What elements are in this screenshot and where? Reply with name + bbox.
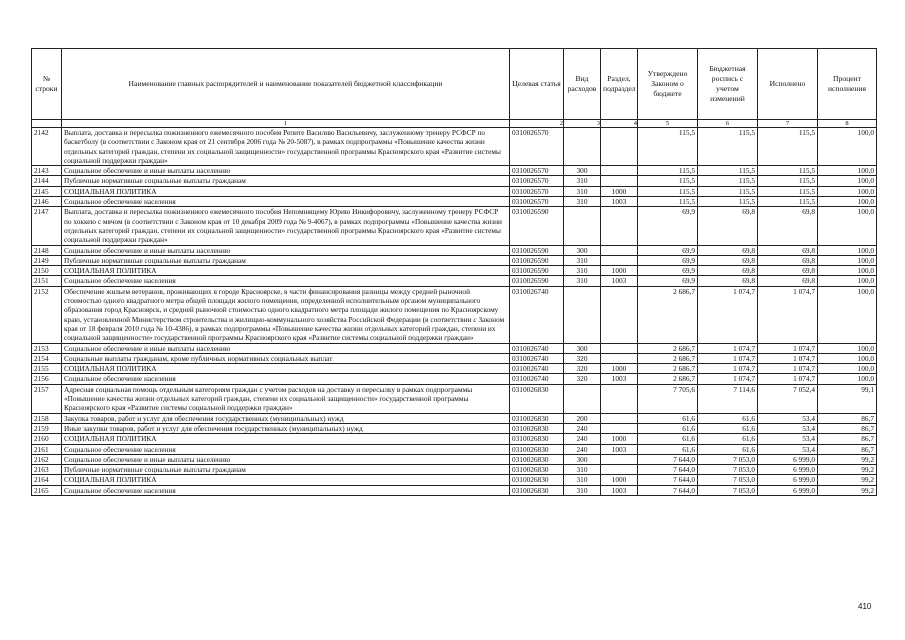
row-name-cell: Социальное обеспечение населения: [62, 444, 510, 454]
target-article-cell: 0310026590: [510, 245, 564, 255]
budget-list-cell: 7 053,0: [698, 454, 758, 464]
col-number: 3: [564, 120, 601, 128]
approved-cell: 61,6: [638, 434, 698, 444]
executed-cell: 69,8: [758, 245, 818, 255]
row-number-cell: 2150: [32, 266, 62, 276]
row-number-cell: 2163: [32, 465, 62, 475]
section-cell: 1003: [601, 374, 638, 384]
approved-cell: 115,5: [638, 128, 698, 166]
table-row: [32, 485, 877, 495]
row-number-cell: 2165: [32, 485, 62, 495]
approved-cell: 61,6: [638, 413, 698, 423]
section-cell: [601, 255, 638, 265]
target-article-cell: 0310026830: [510, 485, 564, 495]
row-name-cell: Выплата, доставка и пересылка пожизненного ежемесячного пособия Непомнящему Юрию Никифоровичу, заслуженному тренеру РСФСР по хоккею с мячом (в соответствии с Законом края от 10 декабря 2009 года № 9-4067), в рамках подпрограммы «Повышение качества жизни отдельных категорий граждан, степени их социальной защищенности» государственной программы Красноярского края «Развитие системы социальной поддержки граждан»: [62, 207, 510, 245]
percent-cell: 86,7: [818, 413, 877, 423]
row-number-cell: 2164: [32, 475, 62, 485]
target-article-cell: 0310026830: [510, 454, 564, 464]
table-row: [32, 475, 877, 485]
budget-list-cell: 69,8: [698, 276, 758, 286]
percent-cell: 100,0: [818, 207, 877, 245]
approved-cell: 61,6: [638, 444, 698, 454]
expense-type-cell: 310: [564, 276, 601, 286]
row-name-cell: СОЦИАЛЬНАЯ ПОЛИТИКА: [62, 266, 510, 276]
approved-cell: 115,5: [638, 166, 698, 176]
table-row: [32, 444, 877, 454]
budget-list-cell: 69,8: [698, 207, 758, 245]
target-article-cell: 0310026570: [510, 176, 564, 186]
row-number-cell: 2143: [32, 166, 62, 176]
target-article-cell: 0310026830: [510, 475, 564, 485]
section-cell: [601, 128, 638, 166]
table-row: [32, 186, 877, 196]
section-cell: [601, 343, 638, 353]
percent-cell: 86,7: [818, 423, 877, 433]
executed-cell: 1 074,7: [758, 374, 818, 384]
percent-cell: 100,0: [818, 266, 877, 276]
row-name-cell: Публичные нормативные социальные выплаты гражданам: [62, 176, 510, 186]
budget-list-cell: 1 074,7: [698, 374, 758, 384]
section-cell: 1003: [601, 197, 638, 207]
budget-table: [31, 48, 877, 496]
table-row: [32, 434, 877, 444]
approved-cell: 69,9: [638, 276, 698, 286]
col-number: 1: [62, 120, 510, 128]
section-cell: [601, 384, 638, 413]
target-article-cell: 0310026740: [510, 353, 564, 363]
expense-type-cell: 300: [564, 454, 601, 464]
percent-cell: 99,2: [818, 475, 877, 485]
page-number: 410: [858, 602, 872, 611]
col-header-name: Наименование главных распорядителей и наименование показателей бюджетной классификации: [62, 49, 510, 120]
percent-cell: 99,1: [818, 384, 877, 413]
executed-cell: 6 999,0: [758, 454, 818, 464]
executed-cell: 6 999,0: [758, 475, 818, 485]
col-header-row-number: № строки: [32, 49, 62, 120]
budget-list-cell: 1 074,7: [698, 286, 758, 343]
target-article-cell: 0310026830: [510, 423, 564, 433]
row-number-cell: 2153: [32, 343, 62, 353]
executed-cell: 6 999,0: [758, 485, 818, 495]
budget-list-cell: 115,5: [698, 128, 758, 166]
section-cell: [601, 166, 638, 176]
expense-type-cell: 310: [564, 186, 601, 196]
percent-cell: 100,0: [818, 374, 877, 384]
percent-cell: 100,0: [818, 255, 877, 265]
row-name-cell: СОЦИАЛЬНАЯ ПОЛИТИКА: [62, 475, 510, 485]
target-article-cell: 0310026740: [510, 343, 564, 353]
row-number-cell: 2157: [32, 384, 62, 413]
expense-type-cell: 310: [564, 255, 601, 265]
expense-type-cell: 320: [564, 364, 601, 374]
approved-cell: 2 686,7: [638, 374, 698, 384]
table-row: [32, 266, 877, 276]
budget-list-cell: 7 053,0: [698, 485, 758, 495]
section-cell: 1000: [601, 364, 638, 374]
percent-cell: 100,0: [818, 245, 877, 255]
expense-type-cell: 310: [564, 475, 601, 485]
row-number-cell: 2155: [32, 364, 62, 374]
expense-type-cell: 300: [564, 343, 601, 353]
approved-cell: 61,6: [638, 423, 698, 433]
table-body: [32, 128, 877, 496]
executed-cell: 69,8: [758, 276, 818, 286]
section-cell: [601, 245, 638, 255]
percent-cell: 100,0: [818, 166, 877, 176]
executed-cell: 1 074,7: [758, 286, 818, 343]
col-header-budget-list: Бюджетная роспись с учетом изменений: [698, 49, 758, 120]
percent-cell: 100,0: [818, 364, 877, 374]
approved-cell: 7 705,6: [638, 384, 698, 413]
budget-list-cell: 69,8: [698, 255, 758, 265]
section-cell: 1000: [601, 266, 638, 276]
budget-list-cell: 69,8: [698, 245, 758, 255]
target-article-cell: 0310026740: [510, 364, 564, 374]
row-number-cell: 2160: [32, 434, 62, 444]
target-article-cell: 0310026830: [510, 384, 564, 413]
table-row: [32, 364, 877, 374]
percent-cell: 99,2: [818, 485, 877, 495]
column-number-row: [32, 120, 877, 128]
section-cell: 1003: [601, 444, 638, 454]
target-article-cell: 0310026740: [510, 374, 564, 384]
budget-list-cell: 115,5: [698, 176, 758, 186]
table-row: [32, 276, 877, 286]
row-name-cell: Обеспечение жильем ветеранов, проживающих в городе Красноярске, в части финансирования разницы между средней рыночной стоимостью одного квадратного метра общей площади жилого помещения, определенной исполнительным органом муниципального образования город Красноярск, и средней рыночной стоимостью одного квадратного метра площади жилого помещения по Красноярскому краю, установленной Министерством строительства и жилищно-коммунального хозяйства Российской Федерации (в соответствии с Законом края от 18 февраля 2010 года № 10-4386), в рамках подпрограммы «Повышение качества жизни отдельных категорий граждан, степени их социальной защищенности» государственной программы Красноярского края «Развитие системы социальной поддержки граждан»: [62, 286, 510, 343]
percent-cell: 100,0: [818, 343, 877, 353]
table-row: [32, 245, 877, 255]
col-number: 4: [601, 120, 638, 128]
table-row: [32, 374, 877, 384]
approved-cell: 69,9: [638, 207, 698, 245]
budget-list-cell: 61,6: [698, 413, 758, 423]
executed-cell: 115,5: [758, 166, 818, 176]
row-name-cell: Социальное обеспечение населения: [62, 374, 510, 384]
table-row: [32, 128, 877, 166]
row-number-cell: 2161: [32, 444, 62, 454]
section-cell: [601, 176, 638, 186]
section-cell: [601, 207, 638, 245]
expense-type-cell: [564, 286, 601, 343]
section-cell: [601, 454, 638, 464]
approved-cell: 2 686,7: [638, 286, 698, 343]
executed-cell: 53,4: [758, 434, 818, 444]
executed-cell: 1 074,7: [758, 364, 818, 374]
row-name-cell: Иные закупки товаров, работ и услуг для обеспечения государственных (муниципальных) нужд: [62, 423, 510, 433]
budget-list-cell: 115,5: [698, 166, 758, 176]
row-number-cell: 2146: [32, 197, 62, 207]
row-name-cell: Социальное обеспечение и иные выплаты населению: [62, 454, 510, 464]
executed-cell: 53,4: [758, 413, 818, 423]
table-row: [32, 176, 877, 186]
executed-cell: 69,8: [758, 255, 818, 265]
row-name-cell: Закупка товаров, работ и услуг для обеспечения государственных (муниципальных) нужд: [62, 413, 510, 423]
col-number: 2: [510, 120, 564, 128]
executed-cell: 115,5: [758, 128, 818, 166]
expense-type-cell: 310: [564, 465, 601, 475]
expense-type-cell: [564, 207, 601, 245]
approved-cell: 69,9: [638, 245, 698, 255]
section-cell: 1000: [601, 475, 638, 485]
row-name-cell: Социальное обеспечение и иные выплаты населению: [62, 343, 510, 353]
row-name-cell: СОЦИАЛЬНАЯ ПОЛИТИКА: [62, 364, 510, 374]
budget-table-container: [31, 48, 877, 496]
table-row: [32, 465, 877, 475]
approved-cell: 69,9: [638, 266, 698, 276]
percent-cell: 100,0: [818, 197, 877, 207]
row-name-cell: Публичные нормативные социальные выплаты гражданам: [62, 465, 510, 475]
expense-type-cell: 320: [564, 353, 601, 363]
table-row: [32, 286, 877, 343]
row-name-cell: СОЦИАЛЬНАЯ ПОЛИТИКА: [62, 434, 510, 444]
section-cell: [601, 423, 638, 433]
col-number: 6: [698, 120, 758, 128]
section-cell: [601, 413, 638, 423]
section-cell: 1003: [601, 276, 638, 286]
col-header-expense-type: Вид расходов: [564, 49, 601, 120]
col-header-section: Раздел, подраздел: [601, 49, 638, 120]
target-article-cell: 0310026590: [510, 207, 564, 245]
approved-cell: 2 686,7: [638, 343, 698, 353]
approved-cell: 7 644,0: [638, 454, 698, 464]
percent-cell: 100,0: [818, 276, 877, 286]
target-article-cell: 0310026830: [510, 465, 564, 475]
row-name-cell: Социальное обеспечение и иные выплаты населению: [62, 245, 510, 255]
expense-type-cell: 320: [564, 374, 601, 384]
percent-cell: 99,2: [818, 465, 877, 475]
approved-cell: 2 686,7: [638, 353, 698, 363]
row-name-cell: Социальное обеспечение и иные выплаты населению: [62, 166, 510, 176]
budget-list-cell: 7 053,0: [698, 475, 758, 485]
approved-cell: 7 644,0: [638, 465, 698, 475]
row-number-cell: 2147: [32, 207, 62, 245]
table-row: [32, 197, 877, 207]
table-row: [32, 413, 877, 423]
row-number-cell: 2142: [32, 128, 62, 166]
budget-list-cell: 61,6: [698, 423, 758, 433]
section-cell: 1000: [601, 434, 638, 444]
row-number-cell: 2148: [32, 245, 62, 255]
row-name-cell: Социальные выплаты гражданам, кроме публичных нормативных социальных выплат: [62, 353, 510, 363]
row-number-cell: 2159: [32, 423, 62, 433]
col-number: 8: [818, 120, 877, 128]
col-number: 7: [758, 120, 818, 128]
row-name-cell: Адресная социальная помощь отдельным категориям граждан с учетом расходов на доставку и пересылку в рамках подпрограммы «Повышение качества жизни отдельных категорий граждан, степени их социальной защищенности» государственной программы Красноярского края «Развитие системы социальной поддержки граждан»: [62, 384, 510, 413]
executed-cell: 6 999,0: [758, 465, 818, 475]
budget-list-cell: 61,6: [698, 434, 758, 444]
budget-list-cell: 1 074,7: [698, 364, 758, 374]
table-row: [32, 353, 877, 363]
section-cell: [601, 286, 638, 343]
percent-cell: 100,0: [818, 286, 877, 343]
executed-cell: 115,5: [758, 176, 818, 186]
table-row: [32, 166, 877, 176]
expense-type-cell: 240: [564, 434, 601, 444]
budget-list-cell: 115,5: [698, 197, 758, 207]
approved-cell: 115,5: [638, 186, 698, 196]
executed-cell: 115,5: [758, 186, 818, 196]
target-article-cell: 0310026830: [510, 413, 564, 423]
executed-cell: 1 074,7: [758, 343, 818, 353]
approved-cell: 115,5: [638, 197, 698, 207]
percent-cell: 100,0: [818, 353, 877, 363]
budget-list-cell: 61,6: [698, 444, 758, 454]
percent-cell: 86,7: [818, 434, 877, 444]
section-cell: 1000: [601, 186, 638, 196]
target-article-cell: 0310026830: [510, 434, 564, 444]
target-article-cell: 0310026570: [510, 128, 564, 166]
expense-type-cell: 310: [564, 176, 601, 186]
expense-type-cell: 310: [564, 197, 601, 207]
row-number-cell: 2156: [32, 374, 62, 384]
table-row: [32, 255, 877, 265]
col-number: 5: [638, 120, 698, 128]
header-row: [32, 49, 877, 120]
target-article-cell: 0310026740: [510, 286, 564, 343]
row-number-cell: 2154: [32, 353, 62, 363]
section-cell: [601, 465, 638, 475]
percent-cell: 99,2: [818, 454, 877, 464]
col-header-approved: Утверждено Законом о бюджете: [638, 49, 698, 120]
budget-list-cell: 69,8: [698, 266, 758, 276]
row-number-cell: 2144: [32, 176, 62, 186]
percent-cell: 100,0: [818, 128, 877, 166]
budget-list-cell: 7 053,0: [698, 465, 758, 475]
section-cell: 1003: [601, 485, 638, 495]
approved-cell: 7 644,0: [638, 475, 698, 485]
row-number-cell: 2162: [32, 454, 62, 464]
percent-cell: 100,0: [818, 186, 877, 196]
executed-cell: 69,8: [758, 207, 818, 245]
row-name-cell: Социальное обеспечение населения: [62, 276, 510, 286]
budget-list-cell: 7 114,6: [698, 384, 758, 413]
row-name-cell: СОЦИАЛЬНАЯ ПОЛИТИКА: [62, 186, 510, 196]
expense-type-cell: 310: [564, 266, 601, 276]
executed-cell: 53,4: [758, 423, 818, 433]
percent-cell: 100,0: [818, 176, 877, 186]
target-article-cell: 0310026590: [510, 255, 564, 265]
expense-type-cell: 300: [564, 166, 601, 176]
row-name-cell: Социальное обеспечение населения: [62, 485, 510, 495]
budget-list-cell: 1 074,7: [698, 353, 758, 363]
row-number-cell: 2145: [32, 186, 62, 196]
row-name-cell: Социальное обеспечение населения: [62, 197, 510, 207]
expense-type-cell: 310: [564, 485, 601, 495]
target-article-cell: 0310026830: [510, 444, 564, 454]
target-article-cell: 0310026590: [510, 266, 564, 276]
executed-cell: 115,5: [758, 197, 818, 207]
target-article-cell: 0310026570: [510, 197, 564, 207]
approved-cell: 2 686,7: [638, 364, 698, 374]
expense-type-cell: 200: [564, 413, 601, 423]
section-cell: [601, 353, 638, 363]
executed-cell: 69,8: [758, 266, 818, 276]
budget-list-cell: 1 074,7: [698, 343, 758, 353]
table-row: [32, 454, 877, 464]
executed-cell: 1 074,7: [758, 353, 818, 363]
row-name-cell: Выплата, доставка и пересылка пожизненного ежемесячного пособия Репите Василию Васильевичу, заслуженному тренеру РСФСР по баскетболу (в соответствии с Законом края от 21 сентября 2006 года № 20-5087), в рамках подпрограммы «Повышение качества жизни отдельных категорий граждан, степени их социальной защищенности» государственной программы Красноярского края «Развитие системы социальной поддержки граждан»: [62, 128, 510, 166]
expense-type-cell: 240: [564, 423, 601, 433]
table-row: [32, 207, 877, 245]
approved-cell: 69,9: [638, 255, 698, 265]
approved-cell: 7 644,0: [638, 485, 698, 495]
expense-type-cell: 240: [564, 444, 601, 454]
row-name-cell: Публичные нормативные социальные выплаты гражданам: [62, 255, 510, 265]
executed-cell: 53,4: [758, 444, 818, 454]
col-number: [32, 120, 62, 128]
percent-cell: 86,7: [818, 444, 877, 454]
row-number-cell: 2152: [32, 286, 62, 343]
row-number-cell: 2149: [32, 255, 62, 265]
col-header-percent: Процент исполнения: [818, 49, 877, 120]
col-header-target-article: Целевая статья: [510, 49, 564, 120]
target-article-cell: 0310026570: [510, 186, 564, 196]
expense-type-cell: [564, 384, 601, 413]
row-number-cell: 2151: [32, 276, 62, 286]
approved-cell: 115,5: [638, 176, 698, 186]
table-row: [32, 343, 877, 353]
table-row: [32, 423, 877, 433]
target-article-cell: 0310026570: [510, 166, 564, 176]
row-number-cell: 2158: [32, 413, 62, 423]
expense-type-cell: [564, 128, 601, 166]
expense-type-cell: 300: [564, 245, 601, 255]
executed-cell: 7 052,4: [758, 384, 818, 413]
table-row: [32, 384, 877, 413]
target-article-cell: 0310026590: [510, 276, 564, 286]
budget-list-cell: 115,5: [698, 186, 758, 196]
col-header-executed: Исполнено: [758, 49, 818, 120]
